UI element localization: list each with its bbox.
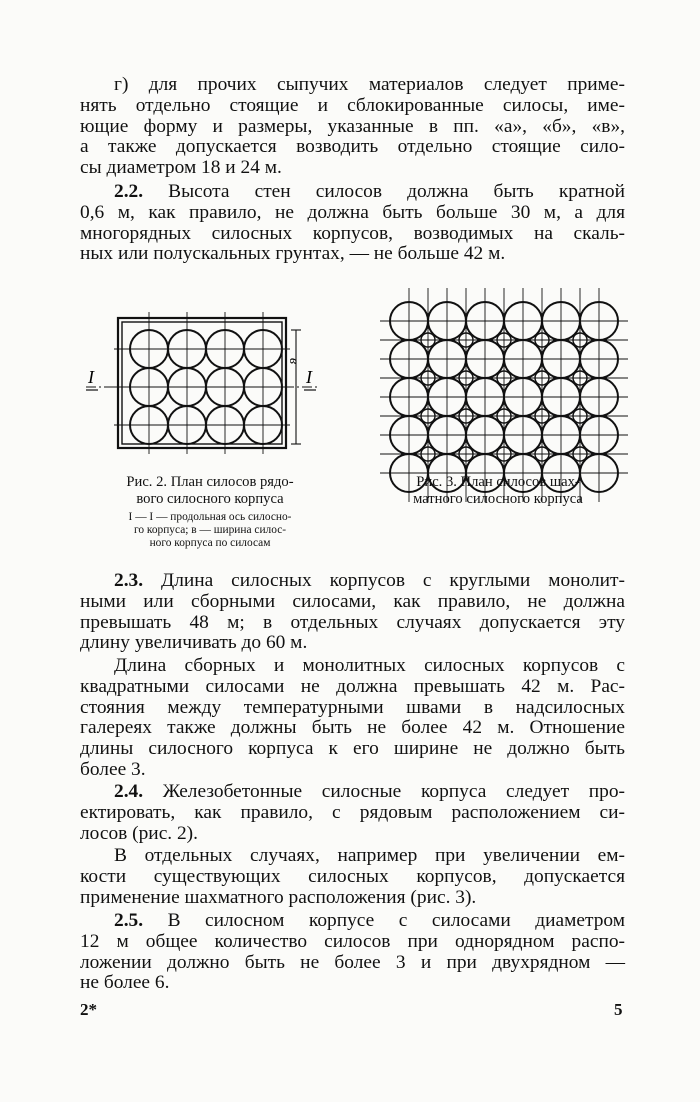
section-label-left: I bbox=[88, 367, 94, 387]
paragraph-square-silos bbox=[80, 656, 625, 781]
clause-number: 2.3. bbox=[114, 570, 144, 591]
legend-line: ного корпуса по силосам bbox=[149, 537, 271, 549]
figure-3-plan bbox=[380, 286, 620, 461]
text-line: более 3. bbox=[80, 758, 146, 780]
inner-wall bbox=[122, 322, 282, 444]
clause-number: 2.2. bbox=[114, 181, 144, 202]
legend-line: I — I — продольная ось силосно- bbox=[128, 511, 292, 523]
text-line: Длина сборных и монолитных силосных корпусов с bbox=[114, 655, 625, 676]
text-line: г) для прочих сыпучих материалов следует приме- bbox=[114, 74, 625, 95]
clause-number: 2.4. bbox=[114, 781, 144, 802]
page-number: 5 bbox=[614, 1000, 623, 1019]
text-line: лосов (рис. 2). bbox=[80, 822, 198, 844]
text-fragment: В силосном корпусе с силосами диаметром bbox=[143, 910, 625, 931]
text-line: ектировать, как правило, с рядовым расположением си- bbox=[80, 801, 625, 823]
figure-3-caption bbox=[378, 474, 618, 508]
text-line: применение шахматного расположения (рис. 3). bbox=[80, 886, 477, 908]
figure-2-caption bbox=[92, 474, 328, 550]
text-line: ющие форму и размеры, указанные в пп. «а», «б», «в», bbox=[80, 115, 625, 137]
clause-number: 2.5. bbox=[114, 910, 144, 931]
printer-signature: 2* bbox=[80, 1000, 97, 1019]
text-line: длину увеличивать до 60 м. bbox=[80, 632, 308, 654]
text-line: галереях также должны быть не более 42 м. Отношение bbox=[80, 717, 625, 739]
legend-line: го корпуса; в — ширина силос- bbox=[133, 524, 287, 536]
clause-2-4 bbox=[80, 782, 625, 844]
paragraph-checkerboard bbox=[80, 846, 625, 908]
text-line: квадратными силосами не должна превышать 42 м. Рас- bbox=[80, 675, 625, 697]
text-line bbox=[80, 911, 625, 932]
section-label-right: I bbox=[306, 367, 312, 387]
text-line bbox=[80, 782, 625, 803]
figure-2-legend bbox=[92, 511, 328, 550]
text-line: стояния между температурными швами в надсилосных bbox=[80, 696, 625, 718]
text-fragment: Длина силосных корпусов с круглыми монолит- bbox=[143, 570, 625, 591]
caption-line: матного силосного корпуса bbox=[413, 491, 583, 507]
text-line: а также допускается возводить отдельно стоящие сило- bbox=[80, 136, 625, 158]
text-line: В отдельных случаях, например при увеличении ем- bbox=[114, 845, 625, 866]
clause-2-2 bbox=[80, 182, 625, 265]
figure-2-plan bbox=[80, 308, 350, 458]
text-line: ными или сборными силосами, как правило, не должна bbox=[80, 590, 625, 612]
text-line: длины силосного корпуса к его ширине не должно быть bbox=[80, 738, 625, 760]
text-line: 12 м общее количество силосов при однорядном распо- bbox=[80, 930, 625, 952]
text-line: нять отдельно стоящие и сблокированные силосы, име- bbox=[80, 94, 625, 116]
text-line: 0,6 м, как правило, не должна быть больше 30 м, а для bbox=[80, 201, 625, 223]
dimension-label: в bbox=[286, 358, 301, 365]
text-fragment: Высота стен силосов должна быть кратной bbox=[143, 181, 625, 202]
caption-line: Рис. 3. План силосов шах- bbox=[416, 474, 580, 490]
text-line: многорядных силосных корпусов, возводимых на скаль- bbox=[80, 222, 625, 244]
text-fragment: Железобетонные силосные корпуса следует про- bbox=[143, 781, 625, 802]
text-line: сы диаметром 18 и 24 м. bbox=[80, 157, 282, 179]
text-line: ложении должно быть не более 3 и при двухрядном — bbox=[80, 951, 625, 973]
text-line bbox=[80, 182, 625, 203]
clause-2-3 bbox=[80, 571, 625, 654]
text-line: не более 6. bbox=[80, 972, 170, 994]
clause-2-5 bbox=[80, 911, 625, 994]
caption-line: Рис. 2. План силосов рядо- bbox=[126, 474, 294, 490]
caption-line: вого силосного корпуса bbox=[136, 491, 284, 507]
text-line: превышать 48 м; в отдельных случаях допускается эту bbox=[80, 611, 625, 633]
item-g-paragraph bbox=[80, 75, 625, 179]
text-line: кости существующих силосных корпусов, допускается bbox=[80, 865, 625, 887]
text-line bbox=[80, 571, 625, 592]
text-line: ных или полускальных грунтах, — не больше 42 м. bbox=[80, 243, 506, 265]
